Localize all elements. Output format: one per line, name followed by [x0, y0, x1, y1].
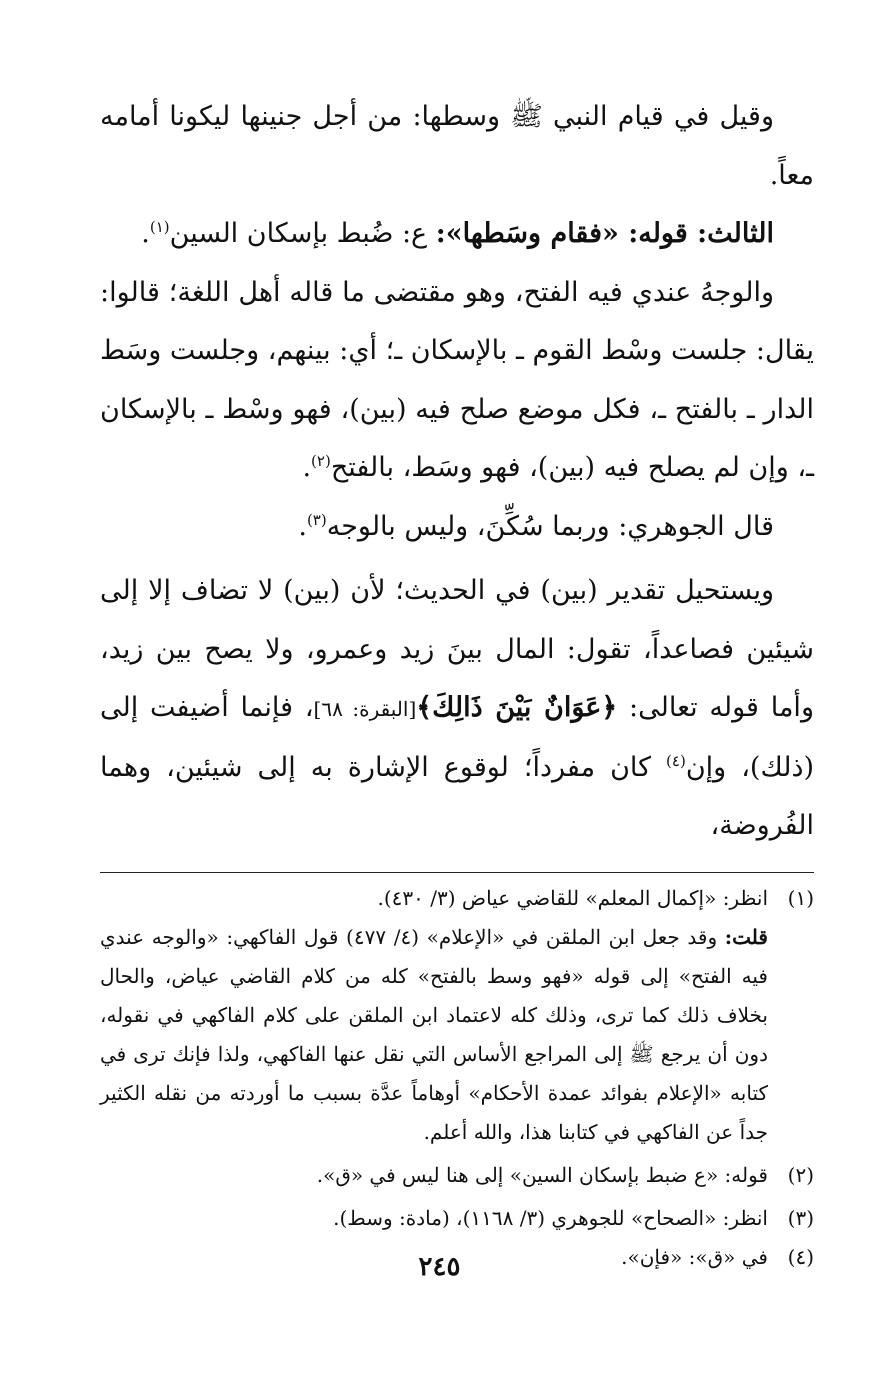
page-content: [100, 88, 814, 1277]
footnote-ref-3[interactable]: (٣): [306, 510, 327, 529]
footnote-divider: [100, 872, 814, 873]
paragraph-5-text-b: ، فإنما أضيفت إلى (ذلك)، وإن: [100, 692, 814, 783]
footnote-ref-1[interactable]: (١): [149, 218, 170, 236]
paragraph-4: [100, 498, 814, 557]
paragraph-2-text: ع: ضُبط بإسكان السين: [169, 218, 436, 249]
paragraph-5-text-c: كان مفرداً؛ لوقوع الإشارة به إلى شيئين، وهما الفُروضة،: [100, 751, 814, 841]
footnote-1-text: وقد جعل ابن الملقن في «الإعلام» (٤/ ٤٧٧) قول الفاكهي: «والوجه عندي فيه الفتح» إلى قوله «فهو وسط بالفتح» كله من كلام القاضي عياض، والحال بخلاف ذلك كما ترى، وذلك كله لاعتماد ابن الملقن على كلام الفاكهي في نقوله، دون أن يرجع ﷺ إلى المراجع الأساس التي نقل عنها الفاكهي، ولذا فإنك ترى في كتابه «الإعلام بفوائد عمدة الأحكام» أوهاماً عدَّة بسبب ما أوردته من نقله الكثير جداً عن الفاكهي في كتابنا هذا، والله أعلم.: [100, 924, 768, 1144]
footnote-3-text: انظر: «الصحاح» للجوهري (٣/ ١١٦٨)، (مادة: وسط).: [333, 1205, 768, 1230]
paragraph-4-text: قال الجوهري: وربما سُكِّنَ، وليس بالوجه: [326, 510, 774, 542]
footnote-2-text: قوله: «ع ضبط بإسكان السين» إلى هنا ليس في «ق».: [316, 1162, 768, 1187]
paragraph-3-text: والوجهُ عندي فيه الفتح، وهو مقتضى ما قاله أهل اللغة؛ قالوا: يقال: جلست وسْط القوم ـ بالإسكان ـ؛ أي: بينهم، وجلست وسَط الدار ـ بالفتح ـ، فكل موضع صلح فيه (بين)، فهو وسْط ـ بالإسكان ـ، وإن لم يصلح فيه (بين)، فهو وسَط، بالفتح: [100, 276, 814, 483]
footnote-1-qult: قلت:: [724, 924, 768, 949]
quran-reference: [البقرة: ٦٨]: [313, 697, 417, 721]
paragraph-5: [100, 562, 814, 856]
paragraph-2-end: .: [141, 218, 150, 249]
paragraph-4-end: .: [298, 510, 307, 542]
footnote-1-line1: انظر: «إكمال المعلم» للقاضي عياض (٣/ ٤٣٠).: [377, 885, 768, 910]
paragraph-5-text-a: ويستحيل تقدير (بين) في الحديث؛ لأن (بين) لا تضاف إلا إلى شيئين فصاعداً، تقول: المال بينَ زيد وعمرو، ولا يصح بين زيد، وأما قوله تعالى:: [100, 575, 814, 723]
paragraph-3-end: .: [302, 452, 312, 483]
footnote-2: [100, 1156, 814, 1195]
footnote-4-number: (٤): [787, 1244, 814, 1269]
footnote-3-number: (٣): [787, 1205, 814, 1230]
quran-verse: ﴿عَوَانٌ بَيْنَ ذَالِكَ﴾: [416, 692, 618, 723]
footnote-1-number: (١): [787, 885, 814, 910]
footnote-4-text: في «ق»: «فإن».: [621, 1244, 768, 1269]
page-number: ٢٤٥: [418, 1252, 461, 1282]
paragraph-1-text: وقيل في قيام النبي ﷺ وسطها: من أجل جنينها ليكونا أمامه معاً.: [100, 101, 814, 191]
paragraph-3: [100, 264, 814, 498]
footnote-3: [100, 1199, 814, 1238]
footnotes: [100, 879, 814, 1277]
paragraph-1: [100, 88, 814, 205]
main-text: [100, 88, 814, 856]
footnote-ref-2[interactable]: (٢): [311, 452, 331, 470]
paragraph-2: [100, 205, 814, 264]
footnote-ref-4[interactable]: (٤): [666, 751, 686, 770]
footnote-1-note: [100, 918, 768, 1152]
heading-third: الثالث: قوله: «فقام وسَطها»:: [435, 218, 774, 249]
footnote-2-number: (٢): [787, 1162, 814, 1187]
footnote-1: [100, 879, 814, 1152]
